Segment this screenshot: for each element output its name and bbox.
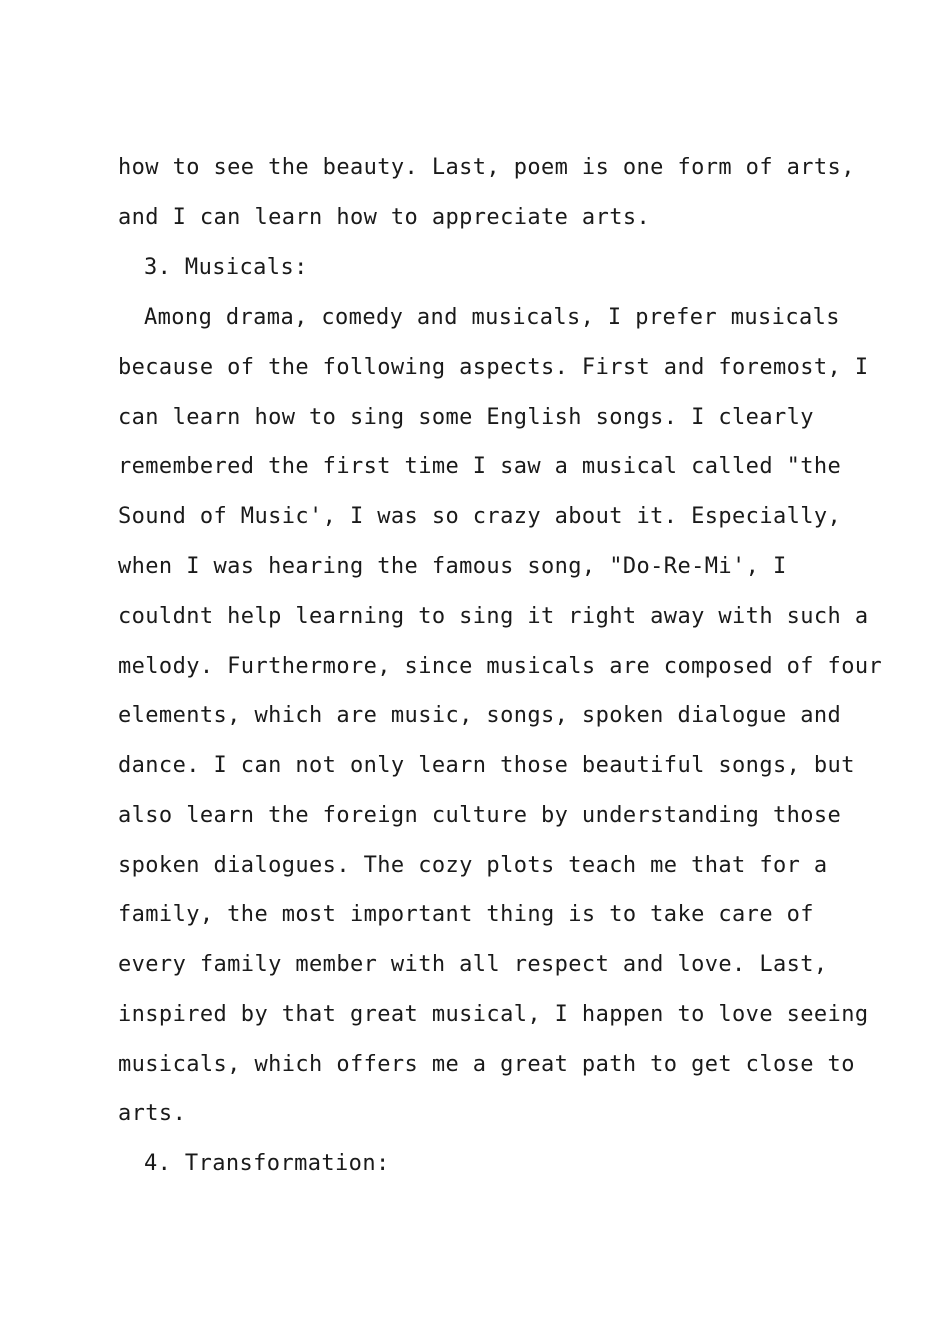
section-heading: 4. Transformation:: [144, 1151, 390, 1176]
text-line: also learn the foreign culture by understanding those: [118, 803, 842, 828]
text-line: couldnt help learning to sing it right away with such a: [118, 604, 869, 629]
text-line: how to see the beauty. Last, poem is one form of arts,: [118, 155, 855, 180]
text-line: can learn how to sing some English songs. I clearly: [118, 405, 814, 430]
text-line: arts.: [118, 1101, 187, 1126]
text-line: every family member with all respect and love. Last,: [118, 952, 828, 977]
text-line: and I can learn how to appreciate arts.: [118, 205, 651, 230]
text-line: family, the most important thing is to take care of: [118, 902, 814, 927]
text-line: spoken dialogues. The cozy plots teach me that for a: [118, 853, 828, 878]
section-heading: 3. Musicals:: [144, 255, 308, 280]
text-line: musicals, which offers me a great path to get close to: [118, 1052, 855, 1077]
text-line: Among drama, comedy and musicals, I prefer musicals: [144, 305, 840, 330]
text-line: inspired by that great musical, I happen to love seeing: [118, 1002, 869, 1027]
text-line: elements, which are music, songs, spoken dialogue and: [118, 703, 842, 728]
text-line: when I was hearing the famous song, "Do-Re-Mi', I: [118, 554, 787, 579]
text-line: because of the following aspects. First and foremost, I: [118, 355, 869, 380]
text-line: Sound of Music', I was so crazy about it. Especially,: [118, 504, 842, 529]
text-line: dance. I can not only learn those beautiful songs, but: [118, 753, 855, 778]
text-line: melody. Furthermore, since musicals are composed of four: [118, 654, 883, 679]
text-line: remembered the first time I saw a musical called "the: [118, 454, 842, 479]
